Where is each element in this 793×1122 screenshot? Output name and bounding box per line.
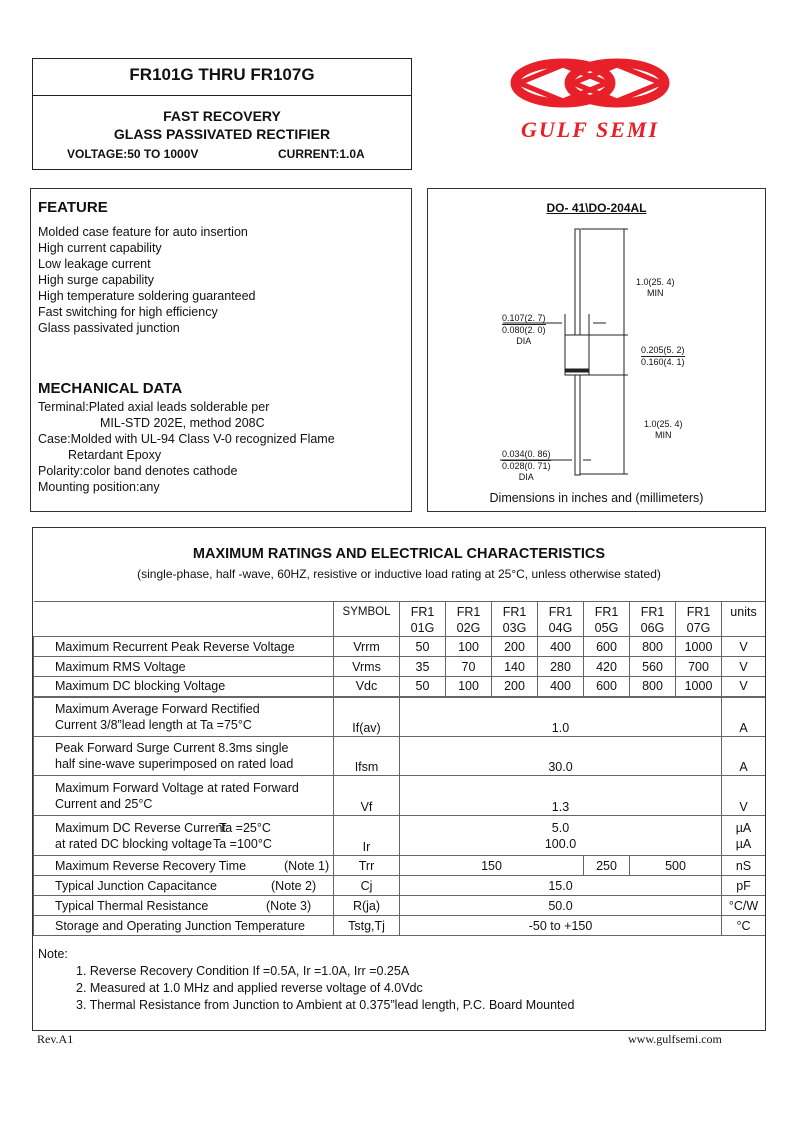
symbol: Vrrm	[334, 637, 400, 657]
symbol: Vf	[334, 776, 400, 816]
param-label: Maximum Forward Voltage at rated Forward Current and 25°C	[34, 776, 334, 816]
unit: °C	[722, 916, 766, 936]
value: 100	[446, 637, 492, 657]
unit: V	[722, 677, 766, 697]
dia-label: DIA	[516, 336, 532, 346]
param-label: Peak Forward Surge Current 8.3ms single half sine-wave superimposed on rated load	[34, 737, 334, 776]
unit: nS	[722, 856, 766, 876]
value: 1.3	[400, 776, 722, 816]
table-row	[34, 856, 766, 876]
value: 35	[400, 657, 446, 677]
table-row	[34, 916, 766, 936]
feature-item: High temperature soldering guaranteed	[38, 289, 256, 303]
svg-text:GULF SEMI: GULF SEMI	[520, 117, 660, 142]
note-item: 1. Reverse Recovery Condition If =0.5A, Ir =1.0A, Irr =0.25A	[76, 964, 410, 978]
mechanical-list	[38, 399, 335, 495]
feature-item: High current capability	[38, 241, 162, 255]
value: 5.0 100.0	[400, 816, 722, 856]
value: 420	[584, 657, 630, 677]
body-length-max: 0.205(5. 2)	[641, 345, 685, 355]
notes	[38, 946, 574, 1014]
value: 700	[676, 657, 722, 677]
package-title: DO- 41\DO-204AL	[546, 201, 647, 215]
units-header: units	[722, 602, 766, 637]
value: 800	[630, 677, 676, 697]
table-row	[34, 876, 766, 896]
lead-dia-max: 0.034(0. 86)	[502, 449, 551, 459]
note-item: 3. Thermal Resistance from Junction to Ambient at 0.375”lead length, P.C. Board Mounted	[76, 998, 575, 1012]
part-number-header: FR1 07G	[676, 602, 722, 637]
feature-item: Low leakage current	[38, 257, 151, 271]
value: 150	[400, 856, 584, 876]
param-label: Maximum DC blocking Voltage	[34, 677, 334, 697]
feature-heading: FEATURE	[38, 199, 108, 216]
value: 15.0	[400, 876, 722, 896]
value: 100	[446, 677, 492, 697]
value: 50.0	[400, 896, 722, 916]
table-row	[34, 737, 766, 776]
symbol-header: SYMBOL	[334, 602, 400, 637]
dia-label: DIA	[518, 472, 534, 482]
value: 30.0	[400, 737, 722, 776]
unit: A	[722, 697, 766, 737]
param-label: Maximum Recurrent Peak Reverse Voltage	[34, 637, 334, 657]
part-number-header: FR1 04G	[538, 602, 584, 637]
website: www.gulfsemi.com	[628, 1032, 722, 1046]
notes-title: Note:	[38, 947, 68, 961]
table-row	[34, 697, 766, 737]
body-length-min: 0.160(4. 1)	[641, 357, 685, 367]
lead-length-top: 1.0(25. 4)	[636, 277, 675, 287]
param-label: Typical Junction Capacitance (Note 2)	[34, 876, 334, 896]
feature-item: High surge capability	[38, 273, 155, 287]
mechanical-item: MIL-STD 202E, method 208C	[100, 416, 265, 430]
param-label: Maximum RMS Voltage	[34, 657, 334, 677]
table-row	[34, 896, 766, 916]
symbol: Trr	[334, 856, 400, 876]
diode-outline-drawing	[428, 189, 765, 511]
ratings-conditions: (single-phase, half -wave, 60HZ, resistive or inductive load rating at 25°C, unless otherwise stated)	[137, 567, 661, 581]
unit: V	[722, 776, 766, 816]
part-number-header: FR1 03G	[492, 602, 538, 637]
symbol: Vdc	[334, 677, 400, 697]
table-row	[34, 637, 766, 657]
unit: °C/W	[722, 896, 766, 916]
subtitle-rectifier: GLASS PASSIVATED RECTIFIER	[113, 126, 331, 142]
symbol: Tstg,Tj	[334, 916, 400, 936]
dimensions-caption: Dimensions in inches and (millimeters)	[489, 491, 704, 505]
value: 50	[400, 677, 446, 697]
revision: Rev.A1	[37, 1032, 74, 1046]
mechanical-item: Retardant Epoxy	[68, 448, 162, 462]
symbol: If(av)	[334, 697, 400, 737]
note-item: 2. Measured at 1.0 MHz and applied reverse voltage of 4.0Vdc	[76, 981, 423, 995]
value: 200	[492, 677, 538, 697]
gulf-semi-logo	[505, 55, 675, 145]
part-number-header: FR1 06G	[630, 602, 676, 637]
unit: µA µA	[722, 816, 766, 856]
table-row	[34, 677, 766, 697]
part-number-header: FR1 02G	[446, 602, 492, 637]
unit: A	[722, 737, 766, 776]
body-dia-min: 0.080(2. 0)	[502, 325, 546, 335]
unit: V	[722, 637, 766, 657]
value: 600	[584, 677, 630, 697]
param-label: Maximum DC Reverse Current Ta =25°C at rated DC blocking voltage Ta =100°C	[34, 816, 334, 856]
part-number-header: FR1 01G	[400, 602, 446, 637]
mechanical-item: Terminal:Plated axial leads solderable per	[38, 400, 270, 414]
lead-dia-min: 0.028(0. 71)	[502, 461, 551, 471]
title-box	[32, 58, 412, 170]
feature-panel	[30, 188, 412, 512]
body-dia-max: 0.107(2. 7)	[502, 313, 546, 323]
param-label: Typical Thermal Resistance (Note 3)	[34, 896, 334, 916]
feature-item: Glass passivated junction	[38, 321, 180, 335]
symbol: Cj	[334, 876, 400, 896]
current-rating: CURRENT:1.0A	[278, 147, 365, 161]
value: 500	[630, 856, 722, 876]
ratings-title: MAXIMUM RATINGS AND ELECTRICAL CHARACTERISTICS	[192, 546, 606, 562]
value: 1.0	[400, 697, 722, 737]
value: 600	[584, 637, 630, 657]
value: 1000	[676, 637, 722, 657]
subtitle-fast-recovery: FAST RECOVERY	[163, 108, 281, 124]
table-header-row	[34, 602, 766, 637]
package-drawing-panel	[427, 188, 766, 512]
divider	[33, 95, 411, 96]
table-row	[34, 816, 766, 856]
mechanical-item: Polarity:color band denotes cathode	[38, 464, 238, 478]
value: 1000	[676, 677, 722, 697]
symbol: R(ja)	[334, 896, 400, 916]
unit: pF	[722, 876, 766, 896]
symbol: Vrms	[334, 657, 400, 677]
feature-item: Fast switching for high efficiency	[38, 305, 218, 319]
symbol: Ifsm	[334, 737, 400, 776]
param-label: Maximum Average Forward Rectified Current 3/8”lead length at Ta =75°C	[34, 697, 334, 737]
value: 400	[538, 637, 584, 657]
param-label: Storage and Operating Junction Temperature	[34, 916, 334, 936]
value: 280	[538, 657, 584, 677]
value: 200	[492, 637, 538, 657]
ratings-table	[33, 601, 765, 936]
value: 140	[492, 657, 538, 677]
feature-list	[38, 224, 256, 336]
table-row	[34, 776, 766, 816]
param-label: Maximum Reverse Recovery Time (Note 1)	[34, 856, 334, 876]
feature-item: Molded case feature for auto insertion	[38, 225, 248, 239]
value: 70	[446, 657, 492, 677]
lead-length-bottom: 1.0(25. 4)	[644, 419, 683, 429]
value: 800	[630, 637, 676, 657]
mechanical-heading: MECHANICAL DATA	[38, 380, 183, 397]
value: 50	[400, 637, 446, 657]
value: 400	[538, 677, 584, 697]
part-number-header: FR1 05G	[584, 602, 630, 637]
mechanical-item: Case:Molded with UL-94 Class V-0 recognized Flame	[38, 432, 335, 446]
value: -50 to +150	[400, 916, 722, 936]
min-label: MIN	[655, 430, 672, 440]
symbol: Ir	[334, 816, 400, 856]
value: 250	[584, 856, 630, 876]
ratings-panel	[32, 527, 766, 1031]
min-label: MIN	[647, 288, 664, 298]
part-range-title: FR101G THRU FR107G	[129, 65, 315, 84]
table-row	[34, 657, 766, 677]
mechanical-item: Mounting position:any	[38, 480, 160, 494]
value: 560	[630, 657, 676, 677]
voltage-range: VOLTAGE:50 TO 1000V	[67, 147, 199, 161]
unit: V	[722, 657, 766, 677]
